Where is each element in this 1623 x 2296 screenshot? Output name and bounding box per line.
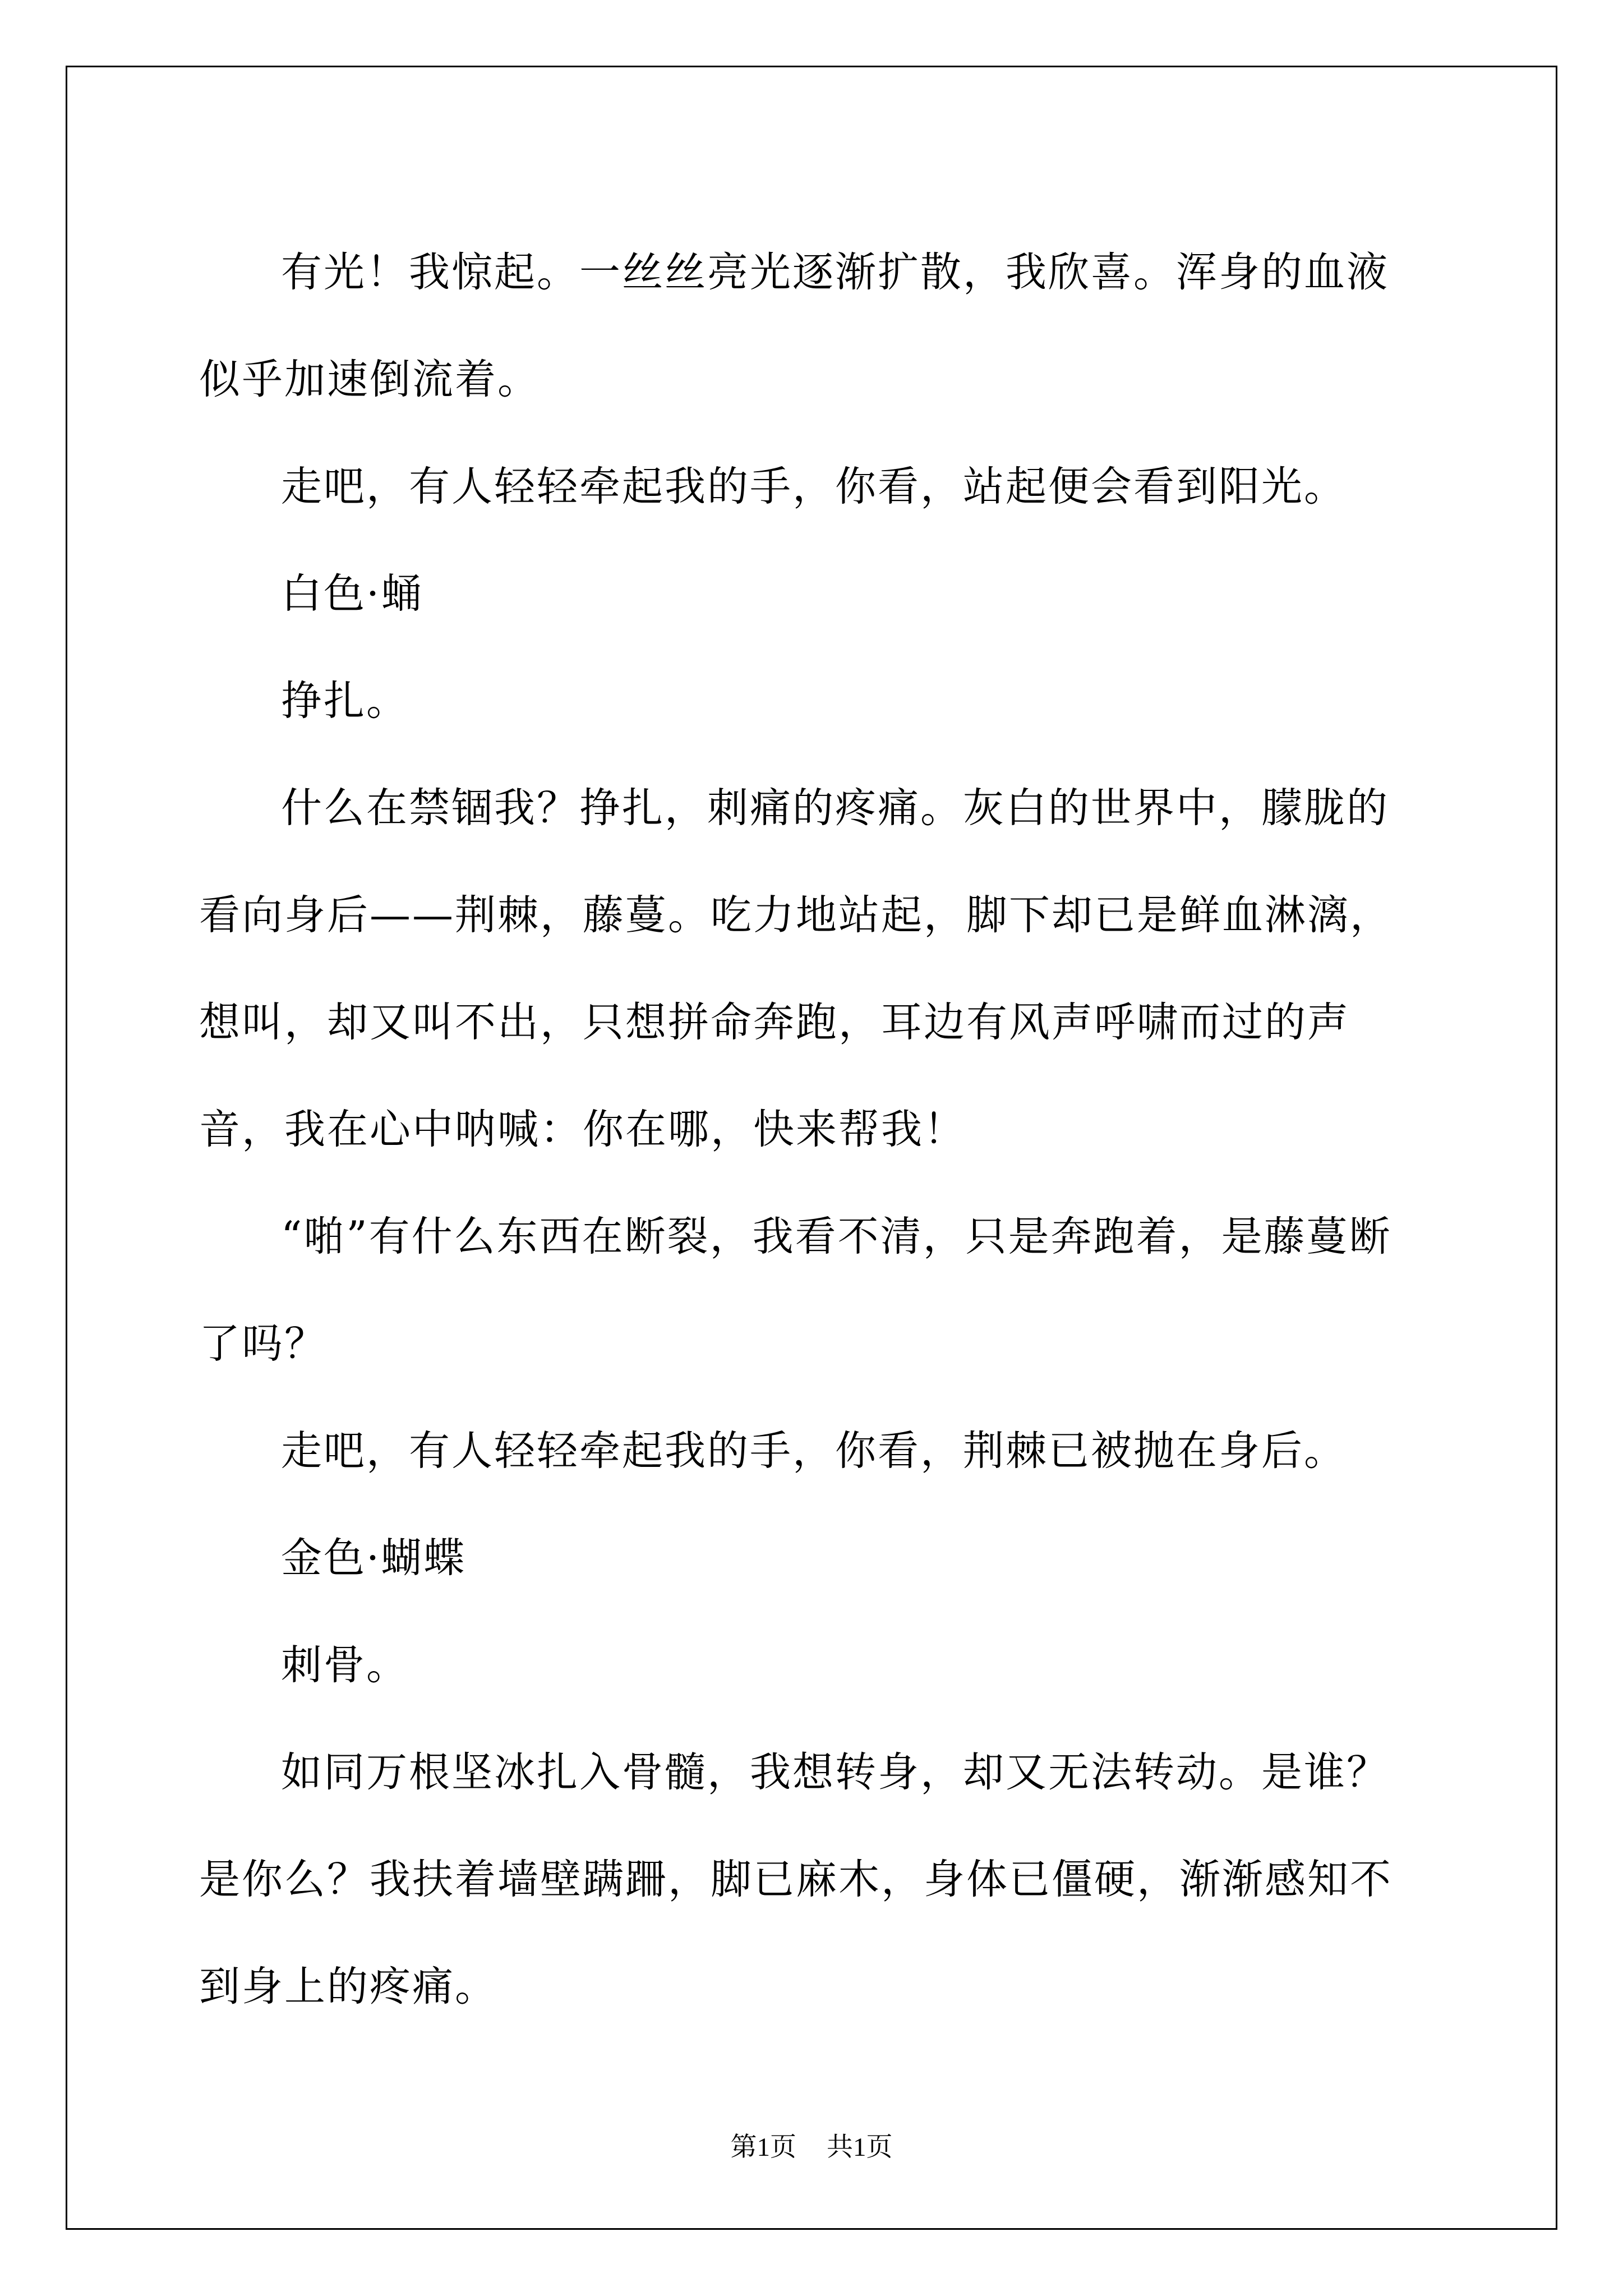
page-number-current: 第1页 <box>730 2133 796 2162</box>
document-body <box>199 219 1427 2040</box>
paragraph: 刺骨。 <box>281 1641 409 1689</box>
paragraph: 有光！我惊起。一丝丝亮光逐渐扩散，我欣喜。浑身的血液似乎加速倒流着。 <box>199 249 1389 403</box>
paragraph: 挣扎。 <box>281 677 409 725</box>
section-heading: 白色·蛹 <box>281 570 424 618</box>
page-number-total: 共1页 <box>827 2133 893 2162</box>
paragraph: 如同万根坚冰扎入骨髓，我想转身，却又无法转动。是谁？是你么？我扶着墙壁蹒跚，脚已麻木，身体已僵硬，渐渐感知不到身上的疼痛。 <box>199 1749 1393 2010</box>
paragraph: 走吧，有人轻轻牵起我的手，你看，荆棘已被抛在身后。 <box>281 1427 1347 1475</box>
page-footer <box>0 2126 1623 2164</box>
paragraph: 走吧，有人轻轻牵起我的手，你看，站起便会看到阳光。 <box>281 463 1347 510</box>
paragraph: “啪”有什么东西在断裂，我看不清，只是奔跑着，是藤蔓断了吗？ <box>199 1213 1392 1368</box>
section-heading: 金色·蝴蝶 <box>281 1534 467 1582</box>
paragraph: 什么在禁锢我？挣扎，刺痛的疼痛。灰白的世界中，朦胧的看向身后——荆棘，藤蔓。吃力地站起，脚下却已是鲜血淋漓，想叫，却又叫不出，只想拼命奔跑，耳边有风声呼啸而过的声音，我在心中呐喊：你在哪，快来帮我！ <box>199 784 1393 1153</box>
